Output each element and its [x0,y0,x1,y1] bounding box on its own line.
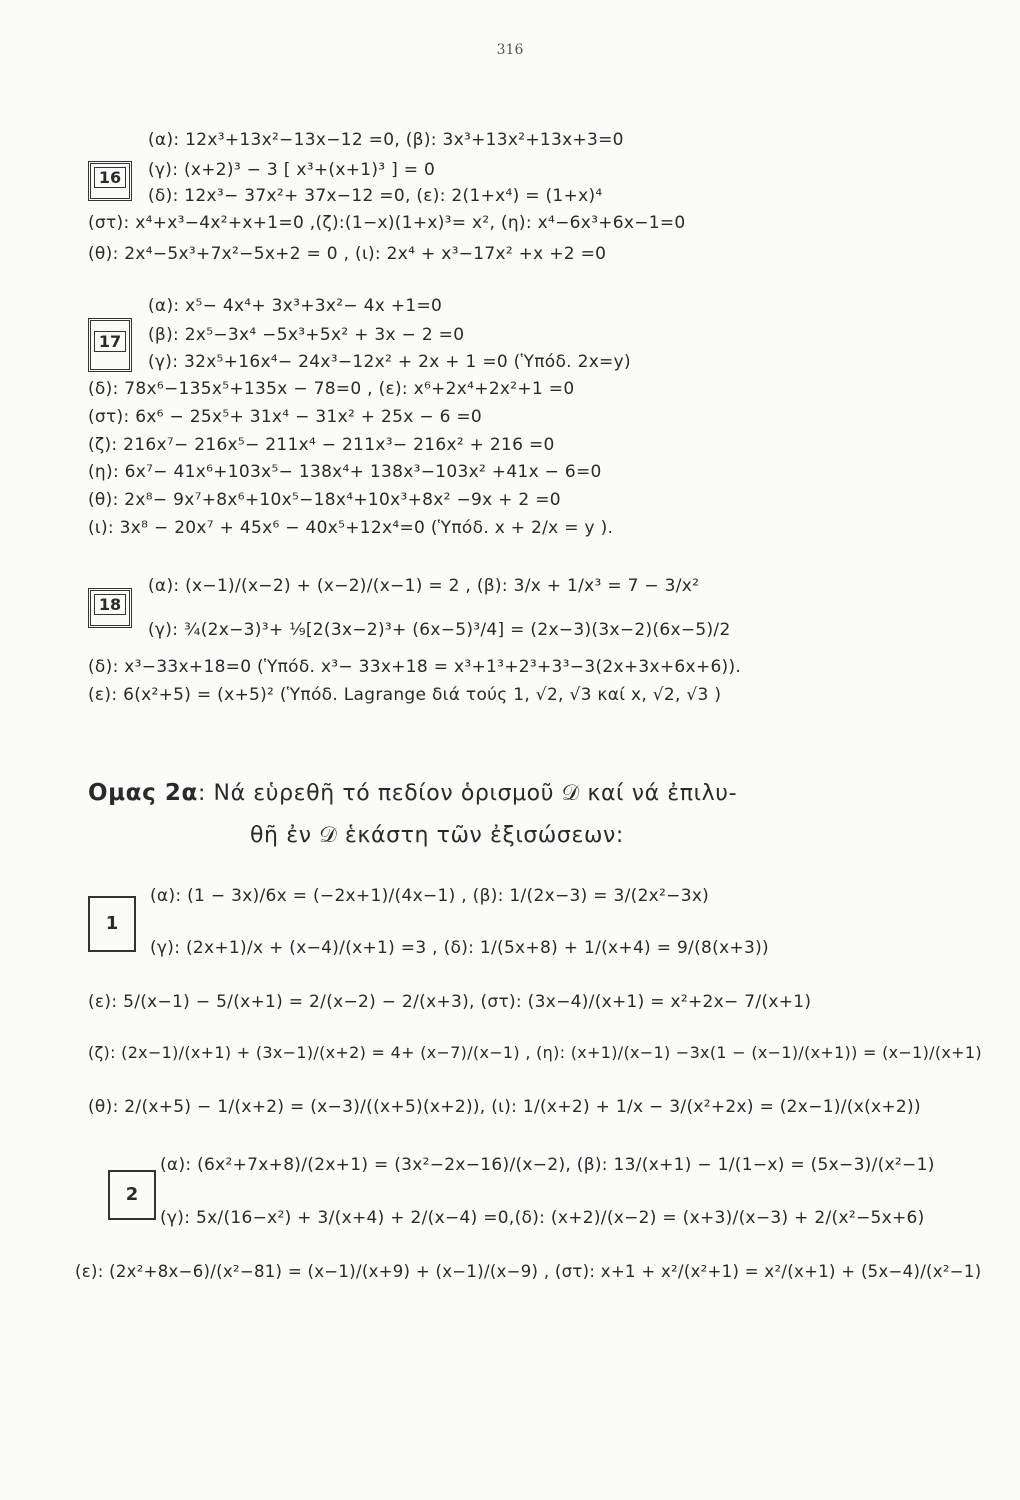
problem-17-line: (θ): 2x⁸− 9x⁷+8x⁶+10x⁵−18x⁴+10x³+8x² −9x + 2 =0 [88,490,561,510]
problem-18-line: (γ): ¾(2x−3)³+ ⅑[2(3x−2)³+ (6x−5)³/4] = (2x−3)(3x−2)(6x−5)/2 [148,620,731,640]
problem-16-line: (θ): 2x⁴−5x³+7x²−5x+2 = 0 , (ι): 2x⁴ + x³−17x² +x +2 =0 [88,244,607,264]
exercise-2-line: (α): (6x²+7x+8)/(2x+1) = (3x²−2x−16)/(x−2), (β): 13/(x+1) − 1/(1−x) = (5x−3)/(x²−1) [160,1155,935,1175]
exercise-2-line: (γ): 5x/(16−x²) + 3/(x+4) + 2/(x−4) =0,(δ): (x+2)/(x−2) = (x+3)/(x−3) + 2/(x²−5x+6) [160,1208,925,1228]
exercise-number: 1 [105,913,119,934]
exercise-2-line: (ε): (2x²+8x−6)/(x²−81) = (x−1)/(x+9) + (x−1)/(x−9) , (στ): x+1 + x²/(x²+1) = x²/(x+1) + (5x−4)/(x²−1) [75,1262,982,1281]
problem-17-line: (η): 6x⁷− 41x⁶+103x⁵− 138x⁴+ 138x³−103x² +41x − 6=0 [88,462,602,482]
problem-number: 17 [94,331,126,352]
group-label: Ομας 2α [88,780,198,806]
problem-number-box [88,318,132,372]
problem-17-line: (δ): 78x⁶−135x⁵+135x − 78=0 , (ε): x⁶+2x⁴+2x²+1 =0 [88,379,575,399]
problem-number-box [88,161,132,201]
problem-18-line: (ε): 6(x²+5) = (x+5)² (Ὑπόδ. Lagrange διά τούς 1, √2, √3 καί x, √2, √3 ) [88,685,722,705]
problem-number: 16 [94,167,126,188]
exercise-1-line: (ζ): (2x−1)/(x+1) + (3x−1)/(x+2) = 4+ (x−7)/(x−1) , (η): (x+1)/(x−1) −3x(1 − (x−1)/(x+1)) = (x−1)/(x+1) [88,1043,982,1062]
problem-16-line: (α): 12x³+13x²−13x−12 =0, (β): 3x³+13x²+13x+3=0 [148,130,624,150]
problem-number-box [88,588,132,628]
exercise-1-line: (γ): (2x+1)/x + (x−4)/(x+1) =3 , (δ): 1/(5x+8) + 1/(x+4) = 9/(8(x+3)) [150,938,769,958]
group-heading-text: : Νά εὑρεθῆ τό πεδίον ὁρισμοῦ 𝒟 καί νά ἐπιλυ- [197,781,738,806]
problem-17-line: (γ): 32x⁵+16x⁴− 24x³−12x² + 2x + 1 =0 (Ὑπόδ. 2x=y) [148,352,631,372]
group-heading-continued: θῆ ἐν 𝒟 ἑκάστη τῶν ἐξισώσεων: [250,823,624,848]
problem-17-line: (α): x⁵− 4x⁴+ 3x³+3x²− 4x +1=0 [148,296,443,316]
problem-16-line: (δ): 12x³− 37x²+ 37x−12 =0, (ε): 2(1+x⁴) = (1+x)⁴ [148,186,603,206]
problem-17-line: (στ): 6x⁶ − 25x⁵+ 31x⁴ − 31x² + 25x − 6 =0 [88,407,483,427]
exercise-1-line: (α): (1 − 3x)/6x = (−2x+1)/(4x−1) , (β): 1/(2x−3) = 3/(2x²−3x) [150,886,710,906]
problem-number: 18 [94,594,126,615]
page-number: 316 [496,42,524,58]
exercise-number: 2 [125,1184,139,1205]
exercise-1-line: (ε): 5/(x−1) − 5/(x+1) = 2/(x−2) − 2/(x+3), (στ): (3x−4)/(x+1) = x²+2x− 7/(x+1) [88,992,812,1012]
problem-18-line: (α): (x−1)/(x−2) + (x−2)/(x−1) = 2 , (β): 3/x + 1/x³ = 7 − 3/x² [148,576,700,596]
exercise-1-line: (θ): 2/(x+5) − 1/(x+2) = (x−3)/((x+5)(x+2)), (ι): 1/(x+2) + 1/x − 3/(x²+2x) = (2x−1)/(x(x+2)) [88,1097,921,1117]
problem-16-line: (στ): x⁴+x³−4x²+x+1=0 ,(ζ):(1−x)(1+x)³= x², (η): x⁴−6x³+6x−1=0 [88,213,686,233]
problem-18-line: (δ): x³−33x+18=0 (Ὑπόδ. x³− 33x+18 = x³+1³+2³+3³−3(2x+3x+6x+6)). [88,657,742,677]
problem-17-line: (β): 2x⁵−3x⁴ −5x³+5x² + 3x − 2 =0 [148,325,465,345]
problem-17-line: (ζ): 216x⁷− 216x⁵− 211x⁴ − 211x³− 216x² + 216 =0 [88,435,555,455]
problem-16-line: (γ): (x+2)³ − 3 [ x³+(x+1)³ ] = 0 [148,160,436,180]
exercise-number-box [88,896,136,952]
problem-17-line: (ι): 3x⁸ − 20x⁷ + 45x⁶ − 40x⁵+12x⁴=0 (Ὑπόδ. x + 2/x = y ). [88,518,614,538]
exercise-number-box [108,1170,156,1220]
group-heading [88,780,737,806]
